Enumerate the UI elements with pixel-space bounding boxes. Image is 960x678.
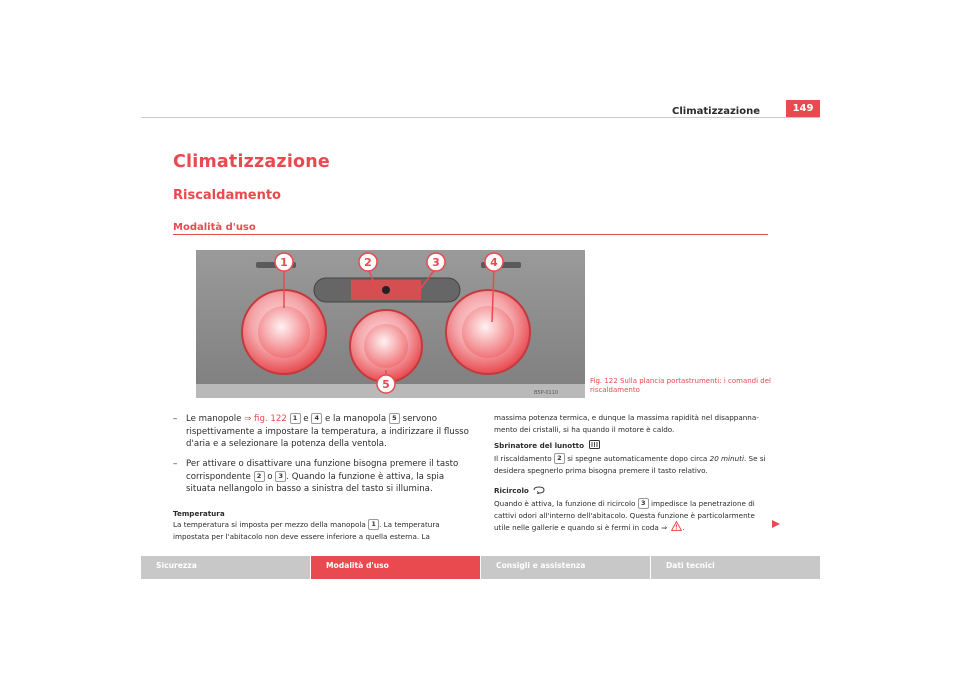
- figure-link[interactable]: fig. 122: [251, 414, 290, 424]
- control-badge-1: 1: [290, 413, 301, 424]
- list-dash: –: [173, 414, 178, 424]
- footer-nav: [141, 556, 820, 579]
- arrow-icon: ⇒: [244, 414, 252, 424]
- ricircolo-heading: Ricircolo: [494, 485, 768, 497]
- arrow-icon: ⇒: [661, 523, 668, 532]
- footer-tab-dati-tecnici[interactable]: Dati tecnici: [650, 556, 820, 579]
- control-badge-1: 1: [368, 519, 379, 530]
- header-rule: [141, 117, 820, 118]
- chapter-title: Climatizzazione: [173, 152, 330, 172]
- svg-text:3: 3: [432, 256, 440, 269]
- control-badge-5: 5: [389, 413, 400, 424]
- recirculation-icon: [533, 486, 545, 494]
- temperatura-heading: Temperatura: [173, 509, 225, 518]
- subsection-rule: [173, 234, 768, 235]
- rear-defrost-icon: [589, 440, 600, 449]
- control-badge-3: 3: [638, 498, 649, 509]
- heater-controls-illustration: [196, 250, 585, 398]
- control-badge-4: 4: [311, 413, 322, 424]
- svg-text:2: 2: [364, 256, 372, 269]
- next-page-arrow-icon[interactable]: [771, 519, 781, 529]
- sbrinatore-heading: Sbrinatore del lunotto: [494, 440, 768, 452]
- svg-text:5: 5: [382, 378, 390, 391]
- temperatura-text: La temperatura si imposta per mezzo della manopola 1 . La temperatura impostata per l'abitacolo non deve essere inferiore a quella esterna. La: [173, 520, 440, 541]
- footer-tab-sicurezza[interactable]: Sicurezza: [141, 556, 310, 579]
- callout-3: [427, 253, 445, 271]
- svg-text:4: 4: [490, 256, 498, 269]
- list-item: – Per attivare o disattivare una funzione bisogna premere il tasto corrispondente 2 o 3 . Quando la funzione è attiva, la spia situata nellangolo in basso a sinistra del tasto si illumina.: [173, 459, 459, 494]
- control-badge-2: 2: [554, 453, 565, 464]
- list-dash: –: [173, 459, 178, 469]
- list-item: – Le manopole ⇒ fig. 122 1 e 4 e la manopola 5 servono rispettivamente a impostare la temperatura, a indirizzare il flusso d'aria e a selezionare la potenza della ventola.: [173, 414, 469, 449]
- heater-controls-figure: [196, 250, 585, 398]
- warning-icon: [671, 521, 682, 531]
- control-badge-3: 3: [275, 471, 286, 482]
- footer-tab-modalita-duso[interactable]: Modalità d'uso: [310, 556, 480, 579]
- section-title: Riscaldamento: [173, 188, 281, 203]
- subsection-title: Modalità d'uso: [173, 222, 256, 233]
- sbrinatore-text: Il riscaldamento 2 si spegne automaticamente dopo circa 20 minuti. Se si desidera spegnerlo prima bisogna premere il tasto relativo.: [494, 454, 766, 475]
- figure-caption: Fig. 122 Sulla plancia portastrumenti: i comandi del riscaldamento: [590, 377, 771, 394]
- callout-5: [377, 375, 395, 393]
- footer-tab-consigli-assistenza[interactable]: Consigli e assistenza: [480, 556, 650, 579]
- callout-1: [275, 253, 293, 271]
- continued-paragraph: massima potenza termica, e dunque la massima rapidità nel disappanna-mento dei cristalli, si ha quando il motore è caldo.: [494, 413, 759, 434]
- running-title: Climatizzazione: [672, 106, 760, 117]
- ricircolo-text: Quando è attiva, la funzione di ricircolo 3 impedisce la penetrazione di cattivi odori all'interno dell'abitacolo. Questa funzione è particolarmente utile nelle gallerie e quando si è fermi in coda ⇒ .: [494, 499, 755, 532]
- control-badge-2: 2: [254, 471, 265, 482]
- page-number: 149: [786, 100, 820, 118]
- callout-4: [485, 253, 503, 271]
- svg-text:1: 1: [280, 256, 288, 269]
- figure-code: B5P-0110: [534, 390, 559, 396]
- callout-2: [359, 253, 377, 271]
